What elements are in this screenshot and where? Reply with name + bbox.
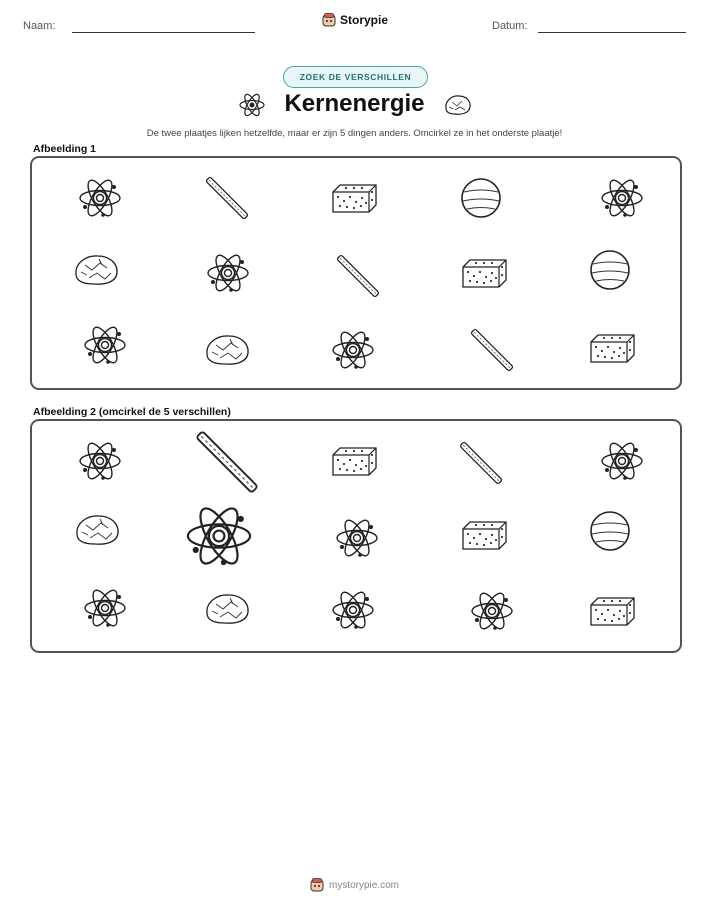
atom-icon[interactable]	[76, 316, 134, 374]
rod-icon[interactable]	[463, 321, 521, 379]
sphere-icon[interactable]	[581, 241, 639, 299]
brand-logo	[322, 13, 388, 27]
name-label: Naam:	[23, 20, 56, 32]
rod-icon[interactable]	[329, 247, 387, 305]
sphere-icon[interactable]	[581, 502, 639, 560]
brick-icon[interactable]	[583, 319, 641, 377]
name-line[interactable]	[72, 32, 255, 33]
picture-2-label: Afbeelding 2 (omcirkel de 5 verschillen)	[33, 406, 231, 418]
atom-icon[interactable]	[593, 169, 651, 227]
rock-icon[interactable]	[69, 501, 127, 559]
brick-icon[interactable]	[583, 582, 641, 640]
brick-icon[interactable]	[325, 432, 383, 490]
brick-icon[interactable]	[455, 244, 513, 302]
picture-1-panel[interactable]	[30, 156, 682, 390]
atom-icon[interactable]	[324, 321, 382, 379]
date-label: Datum:	[492, 20, 528, 32]
footer	[0, 878, 709, 892]
rock-icon[interactable]	[68, 241, 126, 299]
atom-icon[interactable]	[199, 244, 257, 302]
brick-icon[interactable]	[455, 506, 513, 564]
atom-icon[interactable]	[593, 432, 651, 490]
sphere-icon[interactable]	[452, 169, 510, 227]
rod-icon[interactable]	[452, 434, 510, 492]
atom-icon[interactable]	[71, 169, 129, 227]
storypie-mascot-icon	[322, 13, 336, 27]
atom-icon[interactable]	[463, 582, 521, 640]
atom-icon[interactable]	[71, 432, 129, 490]
rock-icon[interactable]	[199, 321, 257, 379]
storypie-mascot-icon	[310, 878, 324, 892]
picture-2-panel[interactable]	[30, 419, 682, 653]
brand-name: Storypie	[340, 13, 389, 27]
activity-badge: ZOEK DE VERSCHILLEN	[283, 66, 428, 88]
atom-icon[interactable]	[324, 581, 382, 639]
picture-1-label: Afbeelding 1	[33, 143, 97, 155]
atom-icon[interactable]	[76, 579, 134, 637]
rod-icon[interactable]	[198, 169, 256, 227]
atom-icon[interactable]	[174, 491, 264, 581]
rock-icon[interactable]	[199, 580, 257, 638]
rock-icon	[443, 92, 473, 118]
brick-icon[interactable]	[325, 169, 383, 227]
footer-url: mystorypie.com	[328, 879, 399, 891]
atom-icon[interactable]	[328, 509, 386, 567]
page-title: Kernenergie	[284, 90, 425, 117]
instructions: De twee plaatjes lijken hetzelfde, maar er zijn 5 dingen anders. Omcirkel ze in het onderste plaatje!	[146, 128, 563, 139]
date-line[interactable]	[538, 32, 686, 33]
